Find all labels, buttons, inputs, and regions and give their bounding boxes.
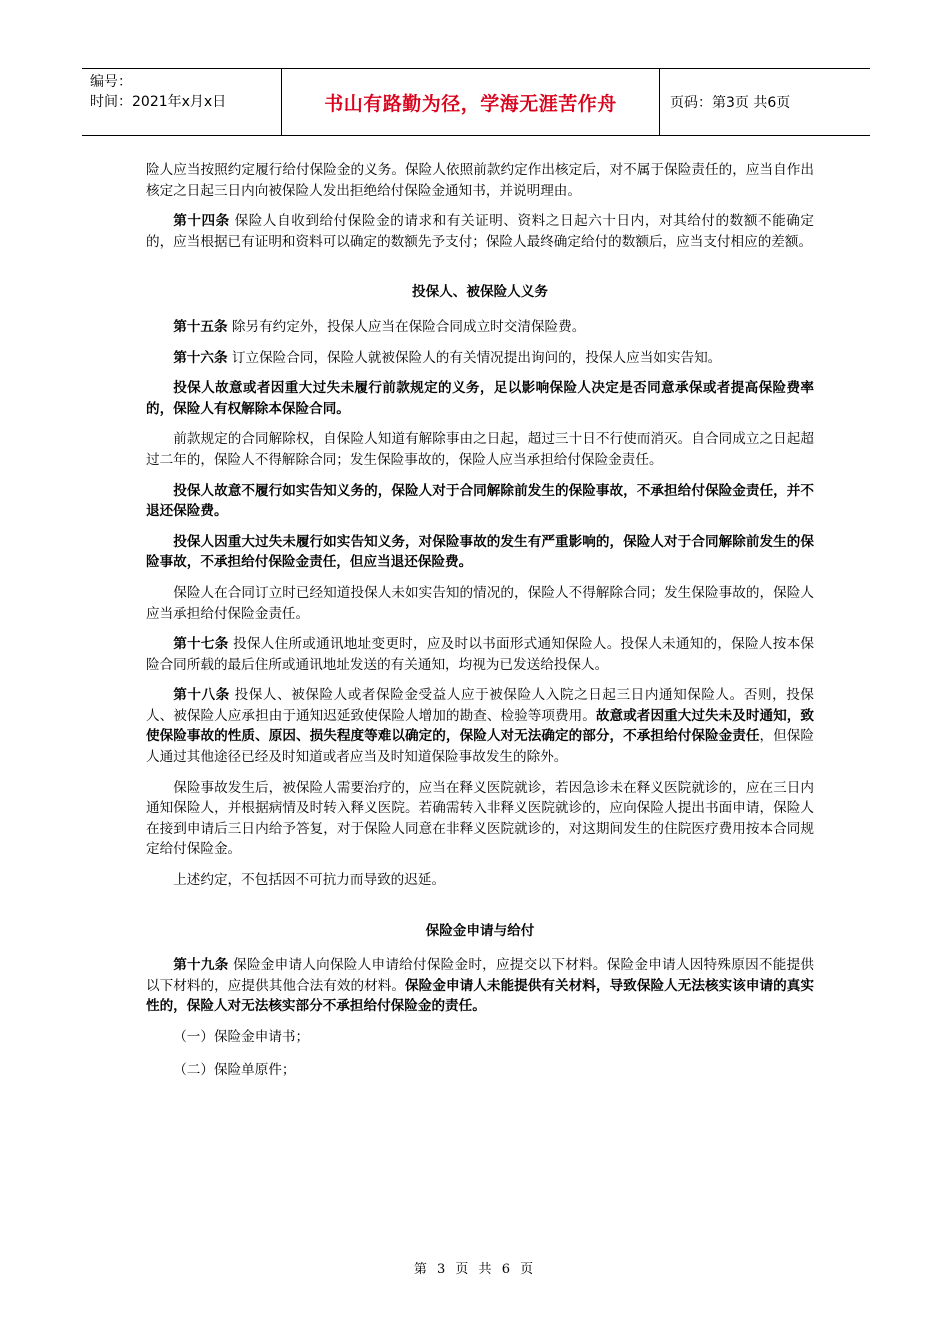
section-title-obligations: 投保人、被保险人义务 [412, 284, 548, 301]
article-14-body: 保险人自收到给付保险金的请求和有关证明、资料之日起六十日内，对其给付的数额不能确定的，应当根据已有证明和资料可以确定的数额先予支付；保险人最终确定给付的数额后，应当支付相应的差额。 [146, 213, 814, 250]
article-18 [146, 685, 814, 767]
article-19-heading: 第十九条 [173, 957, 229, 974]
document-date: 时间：2021年x月x日 [90, 94, 227, 110]
article-19-bold: 保险金申请人未能提供有关材料，导致保险人无法核实该申请的真实性的，保险人对无法核实部分不承担给付保险金的责任。 [146, 977, 815, 1015]
article-15-body: 除另有约定外，投保人应当在保险合同成立时交清保险费。 [227, 318, 586, 335]
article-19 [146, 955, 814, 1017]
article-18-body-1: 投保人、被保险人或者保险金受益人应于被保险人入院之日起三日内通知保险人。否则，投保人、被保险人应承担由于通知迟延致使保险人增加的勘查、检验等项费用。 [146, 687, 814, 724]
article-15 [146, 317, 814, 338]
paragraph-continued: 险人应当按照约定履行给付保险金的义务。保险人依照前款约定作出核定后，对不属于保险责任的，应当自作出核定之日起三日内向被保险人发出拒绝给付保险金通知书，并说明理由。 [146, 162, 814, 199]
article-14-heading: 第十四条 [173, 213, 230, 230]
paragraph-hospital: 保险事故发生后，被保险人需要治疗的，应当在释义医院就诊，若因急诊未在释义医院就诊的，应在三日内通知保险人，并根据病情及时转入释义医院。若确需转入非释义医院就诊的，应向保险人提出书面申请，保险人在接到申请后三日内给予答复，对于保险人同意在非释义医院就诊的，对这期间发生的住院医疗费用按本合同规定给付保险金。 [146, 779, 814, 858]
article-16 [146, 348, 814, 369]
article-16-body: 订立保险合同，保险人就被保险人的有关情况提出询问的，投保人应当如实告知。 [227, 349, 722, 366]
article-17 [146, 634, 814, 675]
bold-paragraph-2: 投保人故意不履行如实告知义务的，保险人对于合同解除前发生的保险事故，不承担给付保险金责任，并不退还保险费。 [146, 482, 814, 520]
article-16-heading: 第十六条 [173, 349, 228, 366]
bold-paragraph-1: 投保人故意或者因重大过失未履行前款规定的义务，足以影响保险人决定是否同意承保或者提高保险费率的，保险人有权解除本保险合同。 [146, 380, 814, 417]
list-item: （一）保险金申请书； [173, 1029, 310, 1045]
header-meta [82, 69, 282, 135]
article-17-heading: 第十七条 [173, 636, 229, 653]
paragraph-insurer-known: 保险人在合同订立时已经知道投保人未如实告知的情况的，保险人不得解除合同；发生保险事故的，保险人应当承担给付保险金责任。 [146, 584, 814, 622]
header-motto: 书山有路勤为径，学海无涯苦作舟 [282, 69, 660, 135]
section-title-claims: 保险金申请与给付 [425, 922, 535, 939]
page-header [82, 68, 870, 136]
document-body [146, 160, 814, 1092]
bold-paragraph-3: 投保人因重大过失未履行如实告知义务，对保险事故的发生有严重影响的，保险人对于合同解除前发生的保险事故，不承担给付保险金责任，但应当退还保险费。 [146, 533, 814, 571]
page-footer: 第 3 页 共 6 页 [413, 1262, 537, 1277]
article-14 [146, 211, 814, 252]
article-17-body: 投保人住所或通讯地址变更时，应及时以书面形式通知保险人。投保人未通知的，保险人按本保险合同所载的最后住所或通讯地址发送的有关通知，均视为已发送给投保人。 [146, 636, 815, 673]
list-item: （二）保险单原件； [173, 1061, 296, 1078]
article-18-body-2: ，但保险人通过其他途径已经及时知道或者应当及时知道保险事故发生的除外。 [146, 728, 815, 766]
document-number: 编号： [90, 74, 132, 90]
article-19-body: 保险金申请人向保险人申请给付保险金时，应提交以下材料。保险金申请人因特殊原因不能提供以下材料的，应提供其他合法有效的材料。 [146, 957, 815, 994]
paragraph-force-majeure: 上述约定，不包括因不可抗力而导致的迟延。 [173, 872, 446, 889]
article-18-heading: 第十八条 [173, 687, 230, 704]
paragraph-rescission: 前款规定的合同解除权，自保险人知道有解除事由之日起，超过三十日不行使而消灭。自合同成立之日起超过二年的，保险人不得解除合同；发生保险事故的，保险人应当承担给付保险金责任。 [146, 431, 814, 468]
article-18-bold: 故意或者因重大过失未及时通知，致使保险事故的性质、原因、损失程度等难以确定的，保险人对无法确定的部分，不承担给付保险金责任 [146, 707, 815, 745]
header-page-number: 页码：第3页 共6页 [670, 95, 791, 111]
article-15-heading: 第十五条 [173, 318, 228, 335]
